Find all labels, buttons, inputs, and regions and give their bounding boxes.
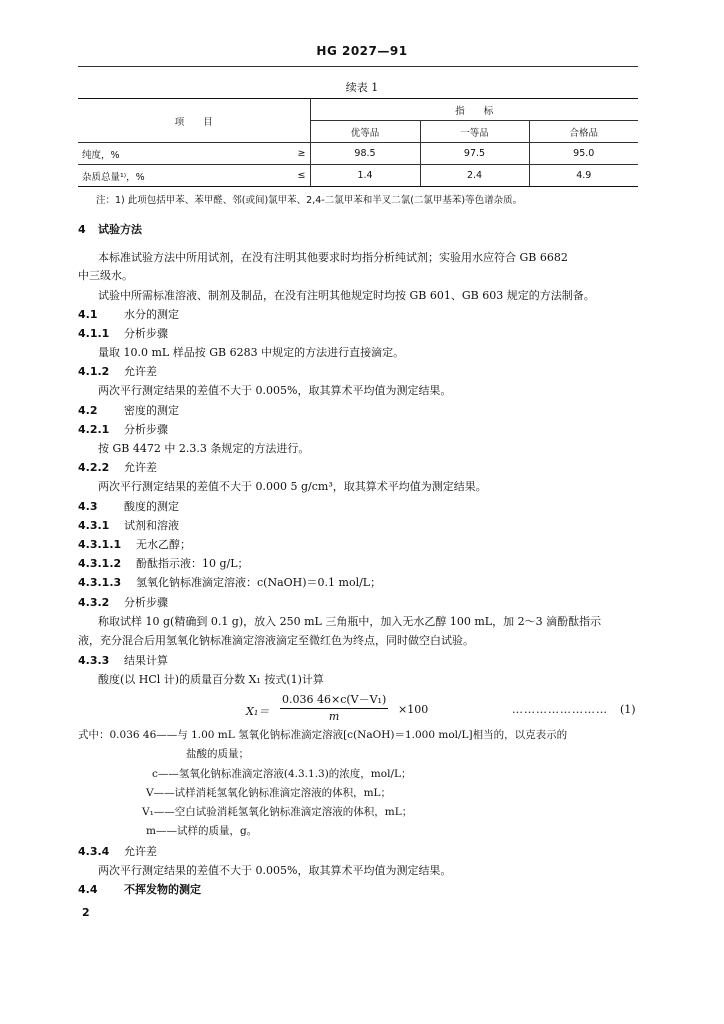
formula-tail: ×100 (398, 703, 429, 716)
grade-header-cell: 合格品 (529, 121, 638, 143)
paragraph: 中三级水。 (78, 269, 133, 282)
formula-lhs: X₁＝ (246, 705, 270, 718)
formula-numerator: 0.036 46×c(V－V₁) (280, 691, 388, 709)
header-rule (78, 66, 638, 67)
row-item-name: 杂质总量¹⁾，% (82, 171, 145, 183)
section-heading: 4.4 不挥发物的测定 (78, 883, 201, 896)
subsection-heading: 4.3.1 试剂和溶液 (78, 519, 179, 532)
subsection-heading: 4.2.2 允许差 (78, 461, 157, 474)
table-cell: 1.4 (310, 165, 420, 187)
definition-line: V——试样消耗氢氧化钠标准滴定溶液的体积，mL； (146, 787, 392, 799)
table-row (78, 165, 638, 187)
paragraph: 两次平行测定结果的差值不大于 0.005%，取其算术平均值为测定结果。 (98, 864, 452, 877)
subsection-heading: 4.3.4 允许差 (78, 845, 157, 858)
paragraph: 液，充分混合后用氢氧化钠标准滴定溶液滴定至微红色为终点，同时做空白试验。 (78, 634, 474, 647)
row-item-cell (78, 165, 310, 187)
paragraph: 称取试样 10 g(精确到 0.1 g)，放入 250 mL 三角瓶中，加入无水乙醇 100 mL，加 2～3 滴酚酞指示 (98, 615, 602, 628)
section-heading: 4.3 酸度的测定 (78, 500, 179, 513)
row-item-sign: ≥ (297, 148, 306, 159)
definition-line: 盐酸的质量； (186, 748, 249, 760)
paragraph: 按 GB 4472 中 2.3.3 条规定的方法进行。 (98, 442, 310, 455)
formula-fraction (280, 691, 388, 723)
table-note: 注：1) 此项包括甲苯、苯甲醛、邻(或间)氯甲苯、2,4-二氯甲苯和半叉二氯(二氯甲基苯)等色谱杂质。 (96, 195, 523, 206)
list-item: 4.3.1.3 氢氧化钠标准滴定溶液：c(NaOH)＝0.1 mol/L； (78, 576, 382, 589)
table-row (78, 143, 638, 165)
row-item-sign: ≤ (297, 170, 306, 181)
formula-denominator: m (328, 710, 340, 723)
spec-table (78, 98, 638, 187)
table-cell: 4.9 (529, 165, 638, 187)
paragraph: 量取 10.0 mL 样品按 GB 6283 中规定的方法进行直接滴定。 (98, 346, 405, 359)
row-item-name: 纯度，% (82, 149, 120, 161)
table-cell: 98.5 (310, 143, 420, 165)
table-header-row (78, 99, 638, 121)
formula-number: (1) (620, 703, 636, 716)
definition-line: V₁——空白试验消耗氢氧化钠标准滴定溶液的体积，mL； (142, 806, 413, 818)
definition-line: c——氢氧化钠标准滴定溶液(4.3.1.3)的浓度，mol/L； (152, 768, 412, 780)
doc-code-header: HG 2027—91 (316, 44, 408, 58)
definition-line: m——试样的质量，g。 (146, 825, 258, 837)
subsection-heading: 4.1.2 允许差 (78, 365, 157, 378)
definition-line: 式中：0.036 46——与 1.00 mL 氢氧化钠标准滴定溶液[c(NaOH)＝1.000 mol/L]相当的，以克表示的 (78, 729, 568, 741)
grade-header-cell: 一等品 (420, 121, 529, 143)
paragraph: 试验中所需标准溶液、制剂及制品，在没有注明其他规定时均按 GB 601、GB 603 规定的方法制备。 (98, 289, 595, 302)
table-cell: 2.4 (420, 165, 529, 187)
item-header-cell: 项 目 (78, 99, 310, 143)
paragraph: 本标准试验方法中所用试剂，在没有注明其他要求时均指分析纯试剂；实验用水应符合 GB 6682 (98, 251, 568, 264)
index-header-cell: 指 标 (310, 99, 638, 121)
section-heading: 4.2 密度的测定 (78, 404, 179, 417)
paragraph: 两次平行测定结果的差值不大于 0.000 5 g/cm³，取其算术平均值为测定结果。 (98, 480, 487, 493)
subsection-heading: 4.1.1 分析步骤 (78, 327, 168, 340)
table-caption: 续表 1 (345, 81, 379, 94)
section-heading: 4.1 水分的测定 (78, 308, 179, 321)
paragraph: 两次平行测定结果的差值不大于 0.005%，取其算术平均值为测定结果。 (98, 384, 452, 397)
grade-header-cell: 优等品 (310, 121, 420, 143)
subsection-heading: 4.3.3 结果计算 (78, 654, 168, 667)
list-item: 4.3.1.1 无水乙醇； (78, 538, 191, 551)
table-cell: 97.5 (420, 143, 529, 165)
paragraph: 酸度(以 HCl 计)的质量百分数 X₁ 按式(1)计算 (98, 673, 324, 686)
table-cell: 95.0 (529, 143, 638, 165)
subsection-heading: 4.2.1 分析步骤 (78, 423, 168, 436)
section-heading: 4 试验方法 (78, 223, 142, 236)
page-number: 2 (82, 906, 90, 919)
subsection-heading: 4.3.2 分析步骤 (78, 596, 168, 609)
formula-dots: …………………… (512, 703, 608, 716)
row-item-cell (78, 143, 310, 165)
list-item: 4.3.1.2 酚酞指示液：10 g/L； (78, 557, 249, 570)
